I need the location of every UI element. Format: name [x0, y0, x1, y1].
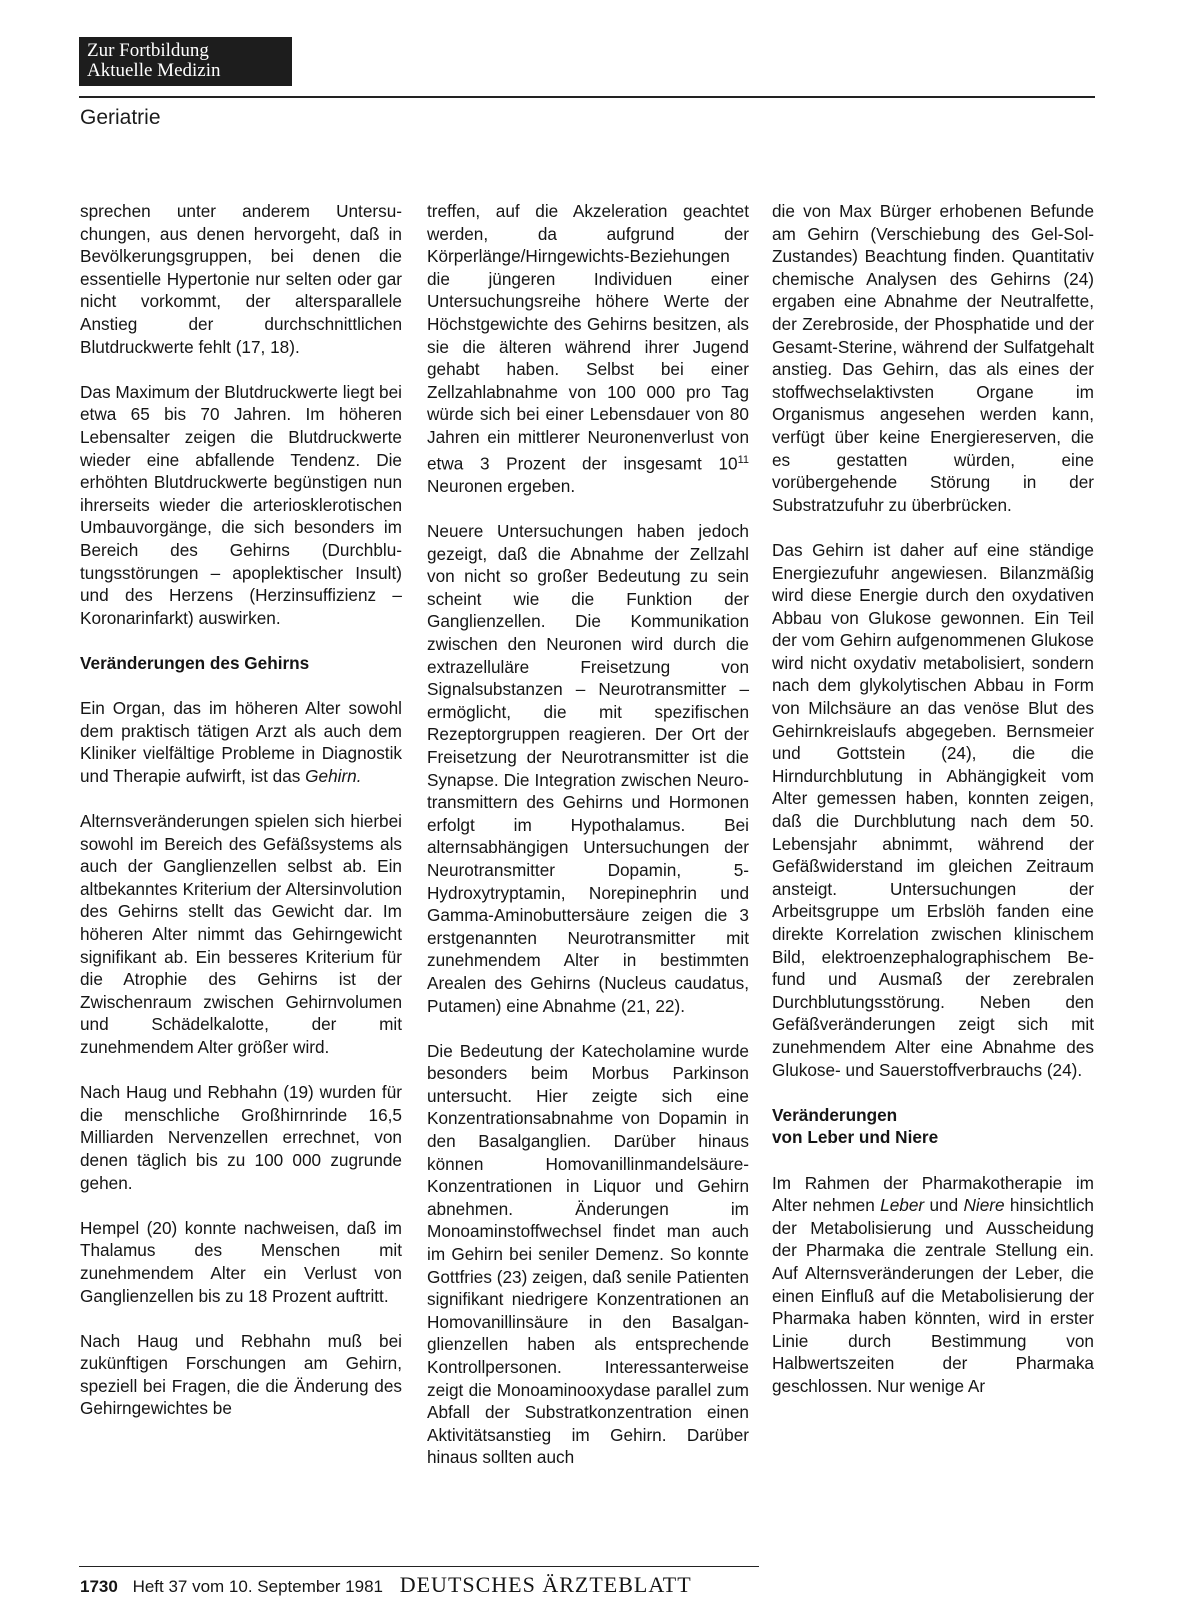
- paragraph: Nach Haug und Rebhahn muß bei zukünftigen Forschungen am Gehirn, speziell bei Fragen, die die Änderung des Gehirngewichtes be: [80, 1330, 402, 1419]
- superscript-exponent: 11: [737, 453, 749, 466]
- paragraph-text: und: [924, 1195, 964, 1216]
- paragraph: Hempel (20) konnte nachweisen, daß im Thalamus des Menschen mit zunehmendem Alter ein Verlust von Ganglienzellen bis zu 18 Prozent auftritt.: [80, 1217, 402, 1306]
- paragraph: Das Maximum der Blutdruckwerte liegt bei etwa 65 bis 70 Jahren. Im höheren Lebensalter zeigen die Blutdruckwerte wieder eine abfallende Tendenz. Die erhöhten Blutdruckwerte begünstigen nun ihrerseits wieder die arteriosklerotischen Umbauvorgänge, die sich besonders im Bereich des Gehirns (Durchblutungsstörungen – apoplektischer Insult) und des Herzens (Herzinsuffizienz – Koronarinfarkt) auswirken.: [80, 381, 402, 628]
- column-3: [772, 200, 1094, 1420]
- department-line-2: Aktuelle Medizin: [87, 60, 221, 81]
- emphasis-leber: Leber: [880, 1195, 925, 1216]
- section-title: Geriatrie: [80, 106, 161, 129]
- column-1: [80, 200, 402, 1443]
- subheading-line-2: von Leber und Niere: [772, 1127, 939, 1148]
- paragraph: [772, 1172, 1094, 1398]
- header-rule: [79, 96, 1095, 98]
- department-label: [79, 37, 292, 86]
- paragraph: Die Bedeutung der Katecholamine wurde besonders beim Morbus Parkinson untersucht. Hier zeigte sich eine Konzentrationsabnahme von Dopamin in den Basalganglien. Darüber hinaus können Homovanillinmandelsäure-Konzentrationen in Liquor und Gehirn abnehmen. Änderungen im Monoaminstoffwechsel findet man auch im Gehirn bei seniler Demenz. So konnte Gottfries (23) zeigen, daß senile Patienten signifikant niedrigere Konzentrationen an Homovanillinsäure in den Basalganglienzellen haben als entsprechende Kontrollpersonen. Interessanterweise zeigt die Monoaminooxydase parallel zum Abfall der Substratkonzentration einen Aktivitätsanstieg im Gehirn. Darüber hinaus sollten auch: [427, 1040, 749, 1468]
- emphasis-niere: Niere: [963, 1195, 1005, 1216]
- page-number: 1730: [80, 1577, 118, 1596]
- paragraph: Alternsveränderungen spielen sich hierbei sowohl im Bereich des Gefäßsystems als auch der Ganglienzellen selbst ab. Ein altbekanntes Kriterium der Altersinvolution des Gehirns stellt das Gewicht dar. Im höheren Alter nimmt das Gehirngewicht signifikant ab. Ein besseres Kriterium für die Atrophie des Gehirns ist der Zwischenraum zwischen Gehirnvolumen und Schädelkalotte, der mit zunehmendem Alter größer wird.: [80, 811, 402, 1057]
- subheading-line-1: Veränderungen: [772, 1104, 898, 1125]
- department-line-1: Zur Fortbildung: [87, 40, 209, 61]
- subheading-gehirn: Veränderungen des Gehirns: [80, 652, 310, 673]
- paragraph: Nach Haug und Rebhahn (19) wurden für die menschliche Großhirnrinde 16,5 Milliarden Nervenzellen errechnet, von denen täglich bis zu 100 000 zugrunde gehen.: [80, 1082, 402, 1193]
- footer-rule: [79, 1566, 759, 1567]
- subheading-leber-niere: [772, 1104, 1094, 1149]
- paragraph-text: Im Rahmen der Pharmakotherapie im Alter nehmen: [772, 1172, 1094, 1216]
- paragraph-text: Neuronen ergeben.: [427, 475, 576, 496]
- journal-name: DEUTSCHES ÄRZTEBLATT: [399, 1572, 692, 1597]
- paragraph: [80, 697, 402, 787]
- paragraph: [427, 200, 749, 497]
- paragraph: sprechen unter anderem Untersuchungen, aus denen hervorgeht, daß in Bevölkerungsgruppen, bei denen die essentielle Hypertonie nur selten oder gar nicht vorkommt, der altersparallele Anstieg der durchschnittlichen Blutdruckwerte fehlt (17, 18).: [80, 201, 402, 357]
- paragraph-text: hinsichtlich der Metabolisierung und Ausscheidung der Pharmaka die zentrale Stellung ein. Auf Alternsveränderungen der Leber, die einen Einfluß auf die Metabolisierung der Pharmaka haben könnten, wird in erster Linie durch Bestimmung von Halbwertszeiten der Pharmaka geschlossen. Nur wenige Ar: [772, 1195, 1094, 1396]
- paragraph: Neuere Untersuchungen haben jedoch gezeigt, daß die Abnahme der Zellzahl von nicht so großer Bedeutung zu sein scheint wie die Funktion der Ganglienzellen. Die Kommunikation zwischen den Neuronen wird durch die extrazelluläre Freisetzung von Signalsubstanzen – Neurotransmitter – ermöglicht, die mit spezifischen Rezeptorgruppen reagieren. Der Ort der Freisetzung der Neurotransmitter ist die Synapse. Die Integration zwischen Neurotransmittern des Gehirns und Hormonen erfolgt im Hypothalamus. Bei alternsabhängigen Untersuchungen der Neurotransmitter Dopamin, 5-Hydroxytryptamin, Norepinephrin und Gamma-Aminobuttersäure zeigen die 3 erstgenannten Neurotransmitter mit zunehmendem Alter in bestimmten Arealen des Gehirns (Nucleus caudatus, Putamen) eine Abnahme (21, 22).: [427, 521, 749, 1016]
- column-2: [427, 200, 749, 1492]
- paragraph-text: treffen, auf die Akzeleration geachtet werden, da aufgrund der Körperlänge/Hirngewichts-Beziehungen die jüngeren Individuen einer Untersuchungsreihe höhere Werte der Höchstgewichte des Gehirns besitzen, als sie die älteren während ihrer Jugend gehabt haben. Selbst bei einer Zellzahlabnahme von 100 000 pro Tag würde sich bei einer Lebensdauer von 80 Jahren ein mittlerer Neuronenverlust von etwa 3 Prozent der insgesamt 10: [427, 201, 749, 474]
- emphasis-gehirn: Gehirn.: [305, 765, 362, 786]
- page-footer: [80, 1572, 692, 1600]
- paragraph: Das Gehirn ist daher auf eine ständige Energiezufuhr angewiesen. Bilanzmäßig wird diese Energie durch den oxydativen Abbau von Glukose gewonnen. Ein Teil der vom Gehirn aufgenommenen Glukose wird nicht oxydativ metabolisiert, sondern nach dem glykolytischen Abbau in Form von Milchsäure an das venöse Blut des Gehirnkreislaufs abgegeben. Bernsmeier und Gottstein (24), die die Hirndurchblutung in Abhängigkeit vom Alter gemessen haben, konnten zeigen, daß die Durchblutung nach dem 50. Lebensjahr abnimmt, während der Gefäßwiderstand im gleichen Zeitraum ansteigt. Untersuchungen der Arbeitsgruppe um Erbslöh fanden eine direkte Korrelation zwischen klinischem Bild, elektroenzephalographischem Befund und Ausmaß der zerebralen Durchblutungsstörung. Neben den Gefäßveränderungen zeigt sich mit zunehmendem Alter eine Abnahme des Glukose- und Sauerstoffverbrauchs (24).: [772, 539, 1094, 1080]
- paragraph-text: Ein Organ, das im höheren Alter sowohl dem praktisch tätigen Arzt als auch dem Kliniker vielfältige Probleme in Diagnostik und Therapie aufwirft, ist das: [80, 698, 402, 786]
- issue-info: Heft 37 vom 10. September 1981: [132, 1577, 383, 1596]
- paragraph: die von Max Bürger erhobenen Befunde am Gehirn (Verschiebung des Gel-Sol-Zustandes) Beachtung finden. Quantitativ chemische Analysen des Gehirns (24) ergaben eine Abnahme der Neutralfette, der Zerebroside, der Phosphatide und der Gesamt-Sterine, während der Sulfatgehalt anstieg. Das Gehirn, das als eines der stoffwechselaktivsten Organe im Organismus angesehen werden kann, verfügt über keine Energiereserven, die es gestatten würden, eine vorübergehende Störung in der Substratzufuhr zu überbrücken.: [772, 201, 1094, 515]
